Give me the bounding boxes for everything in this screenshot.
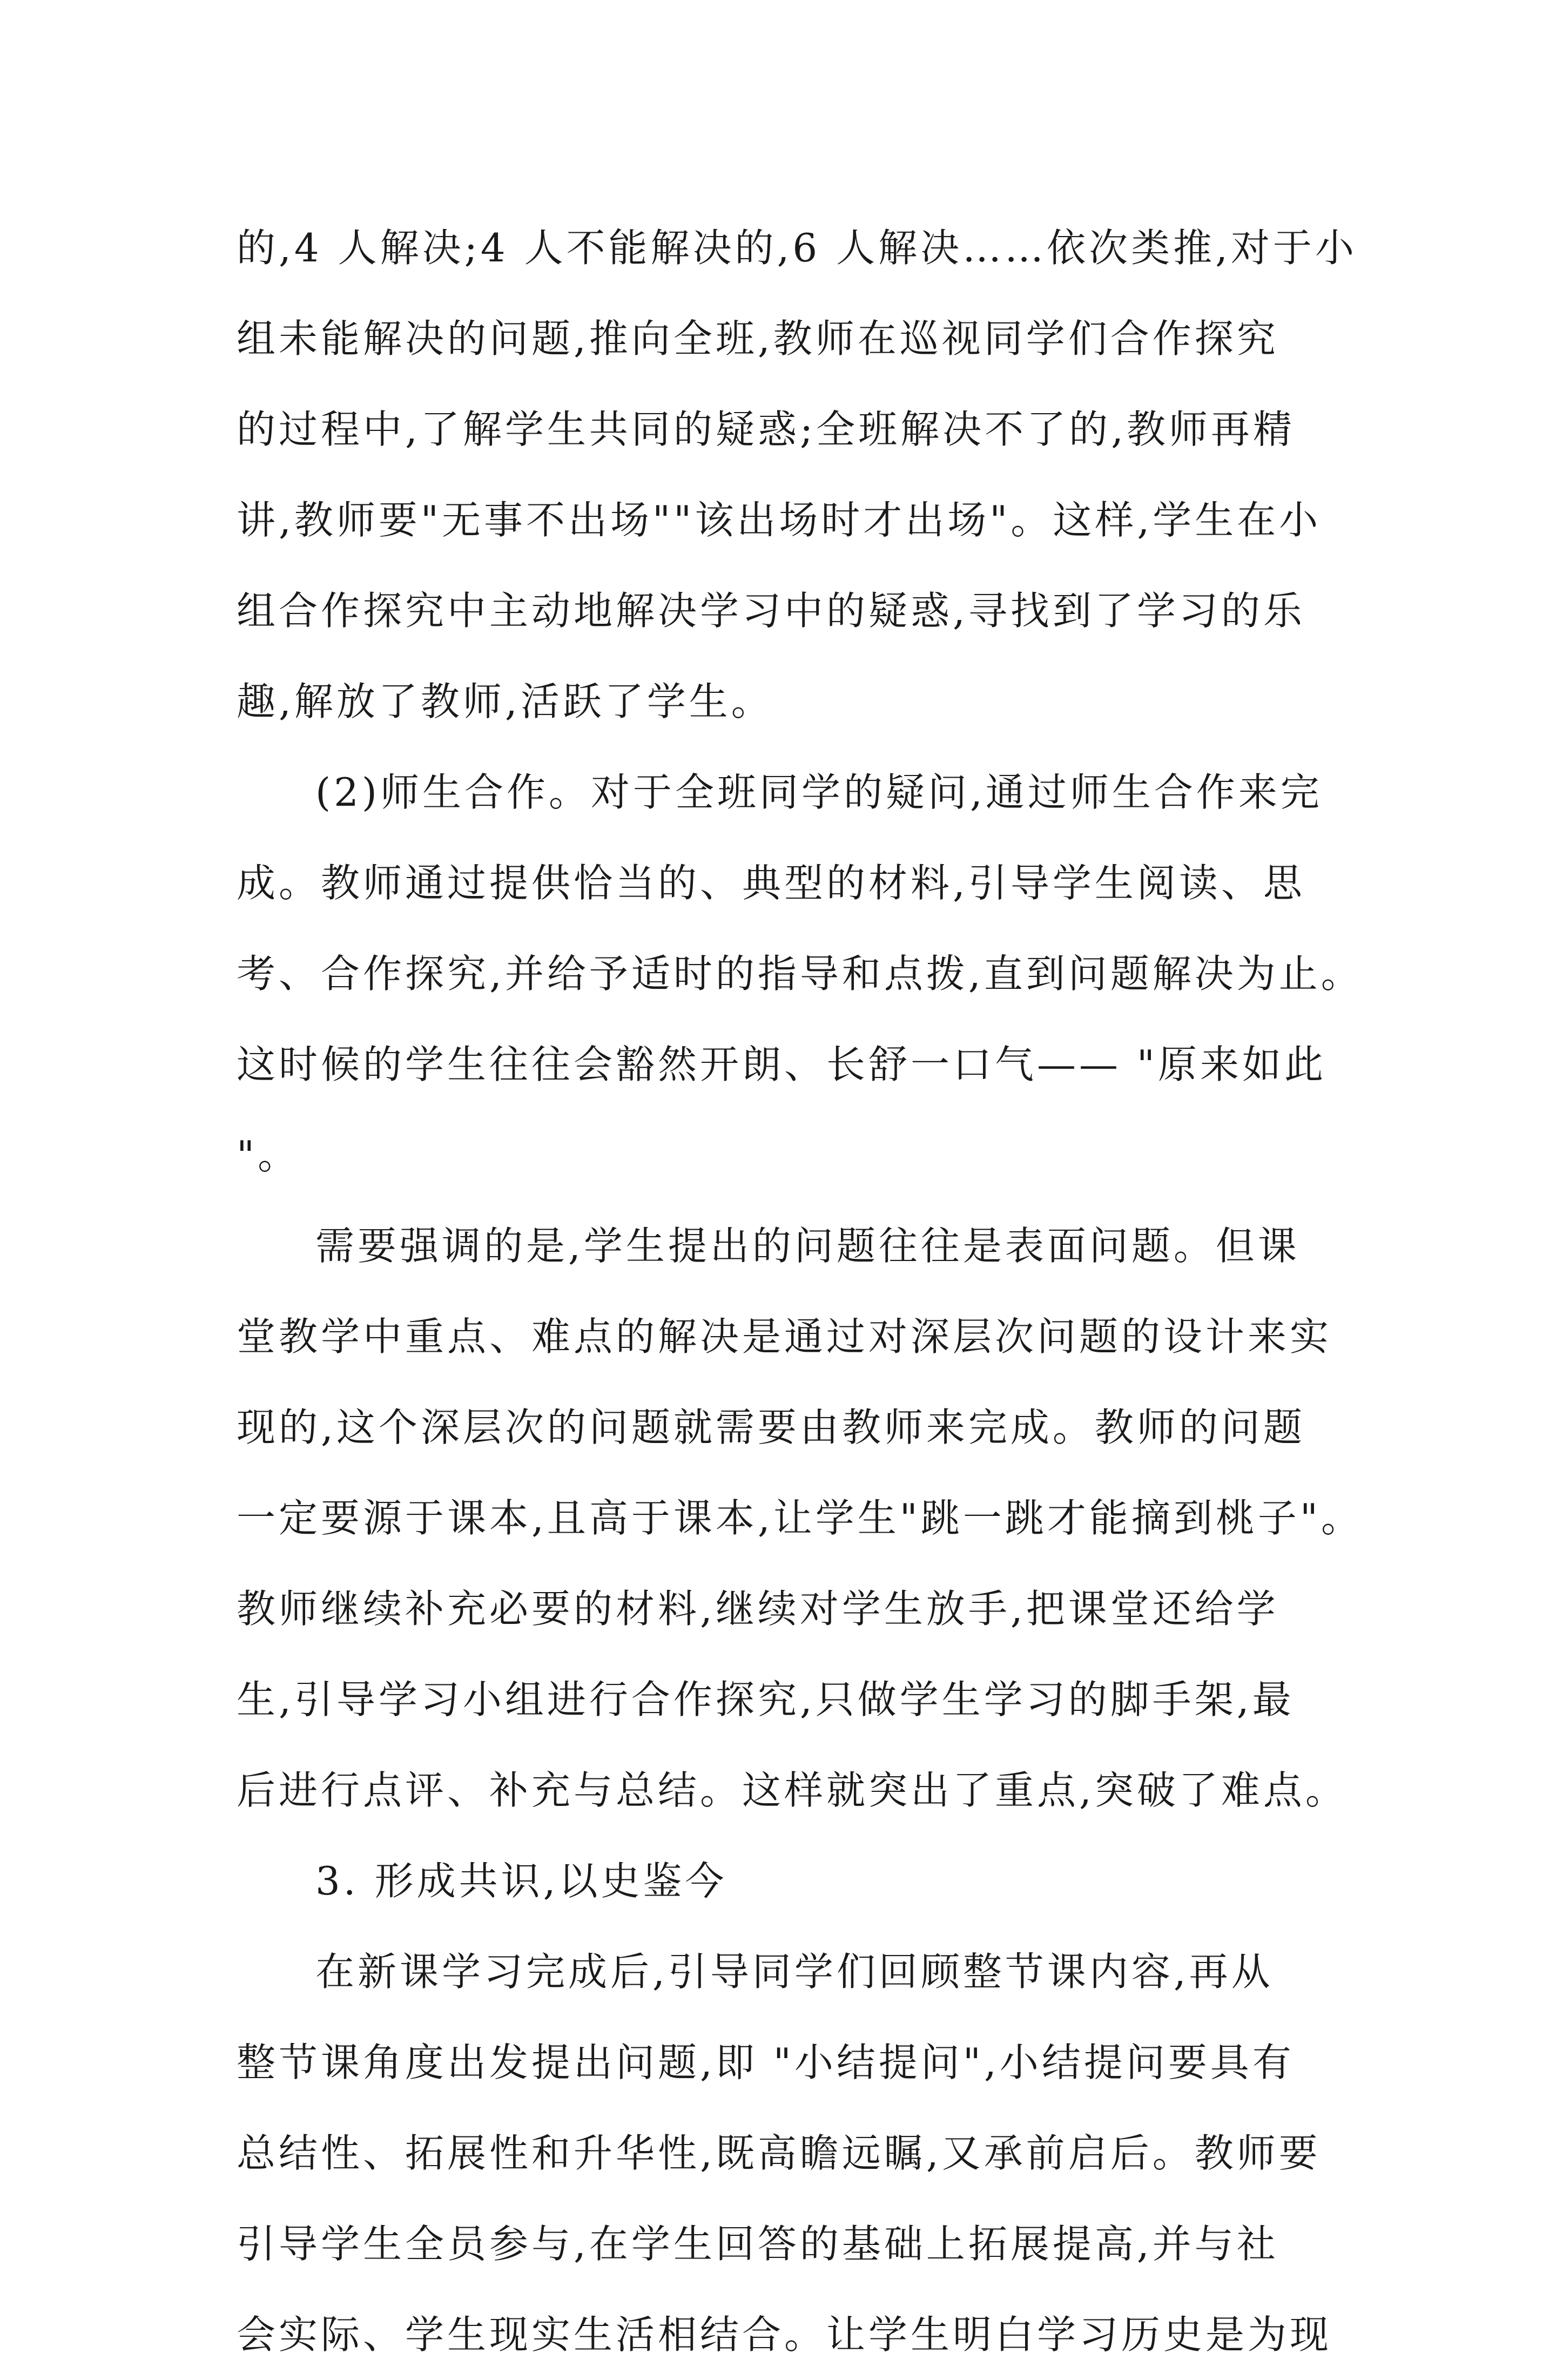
- text-line: 的,4 人解决;4 人不能解决的,6 人解决……依次类推,对于小: [237, 225, 1358, 271]
- text-line: 引导学生全员参与,在学生回答的基础上拓展提高,并与社: [237, 2221, 1279, 2267]
- text-line: 成。教师通过提供恰当的、典型的材料,引导学生阅读、思: [237, 860, 1305, 906]
- text-line: 教师继续补充必要的材料,继续对学生放手,把课堂还给学: [237, 1586, 1279, 1631]
- text-line: 考、合作探究,并给予适时的指导和点拨,直到问题解决为止。: [237, 951, 1363, 996]
- text-line: 会实际、学生现实生活相结合。让学生明白学习历史是为现: [237, 2312, 1332, 2357]
- text-line: 讲,教师要"无事不出场""该出场时才出场"。这样,学生在小: [237, 497, 1322, 543]
- text-line: 组合作探究中主动地解决学习中的疑惑,寻找到了学习的乐: [237, 588, 1305, 633]
- paragraph-start-line: 在新课学习完成后,引导同学们回顾整节课内容,再从: [315, 1949, 1274, 1994]
- text-line: 生,引导学习小组进行合作探究,只做学生学习的脚手架,最: [237, 1677, 1295, 1722]
- text-line: 趣,解放了教师,活跃了学生。: [237, 679, 773, 724]
- text-line: "。: [237, 1132, 300, 1178]
- text-line: 整节课角度出发提出问题,即 "小结提问",小结提问要具有: [237, 2040, 1295, 2085]
- body-text: [237, 203, 1364, 2380]
- paragraph-start-line: (2)师生合作。对于全班同学的疑问,通过师生合作来完: [315, 770, 1323, 815]
- text-line: 这时候的学生往往会豁然开朗、长舒一口气—— "原来如此: [237, 1042, 1327, 1087]
- section-heading: 3. 形成共识,以史鉴今: [315, 1858, 727, 1904]
- text-line: 一定要源于课本,且高于课本,让学生"跳一跳才能摘到桃子"。: [237, 1495, 1364, 1541]
- text-line: 后进行点评、补充与总结。这样就突出了重点,突破了难点。: [237, 1768, 1348, 1813]
- text-line: 的过程中,了解学生共同的疑惑;全班解决不了的,教师再精: [237, 407, 1296, 452]
- text-line: 现的,这个深层次的问题就需要由教师来完成。教师的问题: [237, 1405, 1305, 1450]
- text-line: 总结性、拓展性和升华性,既高瞻远瞩,又承前启后。教师要: [237, 2130, 1321, 2176]
- text-line: 堂教学中重点、难点的解决是通过对深层次问题的设计来实: [237, 1314, 1332, 1359]
- paragraph-start-line: 需要强调的是,学生提出的问题往往是表面问题。但课: [315, 1223, 1300, 1269]
- text-line: 组未能解决的问题,推向全班,教师在巡视同学们合作探究: [237, 316, 1279, 361]
